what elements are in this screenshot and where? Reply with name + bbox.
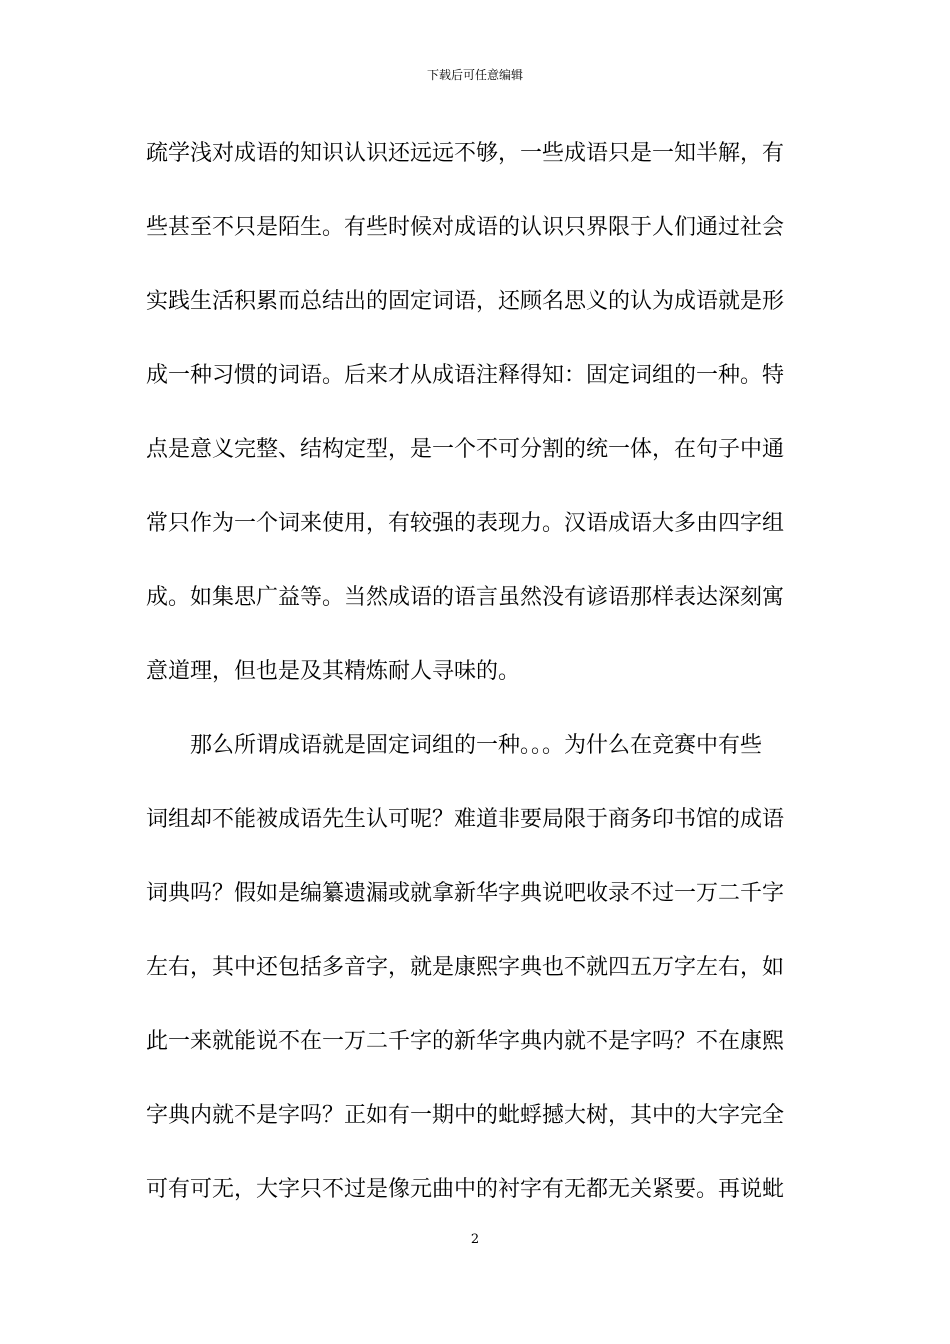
text-line: 成。如集思广益等。当然成语的语言虽然没有谚语那样表达深刻寓 [146, 585, 785, 610]
text-line: 词典吗？假如是编纂遗漏或就拿新华字典说吧收录不过一万二千字 [146, 881, 785, 906]
text-line: 点是意义完整、结构定型，是一个不可分割的统一体，在句子中通 [146, 437, 785, 462]
text-line: 可有可无，大字只不过是像元曲中的衬字有无都无关紧要。再说蚍 [146, 1177, 785, 1202]
text-line: 成一种习惯的词语。后来才从成语注释得知：固定词组的一种。特 [146, 363, 785, 388]
page-header: 下载后可任意编辑 [426, 68, 523, 82]
text-line: 疏学浅对成语的知识认识还远远不够，一些成语只是一知半解，有 [146, 141, 785, 166]
text-line: 实践生活积累而总结出的固定词语，还顾名思义的认为成语就是形 [146, 289, 785, 314]
page-number: 2 [470, 1232, 480, 1247]
text-line: 左右，其中还包括多音字，就是康熙字典也不就四五万字左右，如 [146, 955, 785, 980]
text-line: 词组却不能被成语先生认可呢？难道非要局限于商务印书馆的成语 [146, 807, 785, 832]
paragraph-first-line: 那么所谓成语就是固定词组的一种。。。为什么在竞赛中有些 [190, 733, 763, 758]
text-line: 此一来就能说不在一万二千字的新华字典内就不是字吗？不在康熙 [146, 1029, 785, 1054]
text-line: 字典内就不是字吗？正如有一期中的蚍蜉撼大树，其中的大字完全 [146, 1103, 785, 1128]
text-line: 些甚至不只是陌生。有些时候对成语的认识只界限于人们通过社会 [146, 215, 785, 240]
text-line: 常只作为一个词来使用，有较强的表现力。汉语成语大多由四字组 [146, 511, 785, 536]
document-body [146, 129, 806, 1239]
text-line: 意道理，但也是及其精炼耐人寻味的。 [146, 659, 521, 684]
